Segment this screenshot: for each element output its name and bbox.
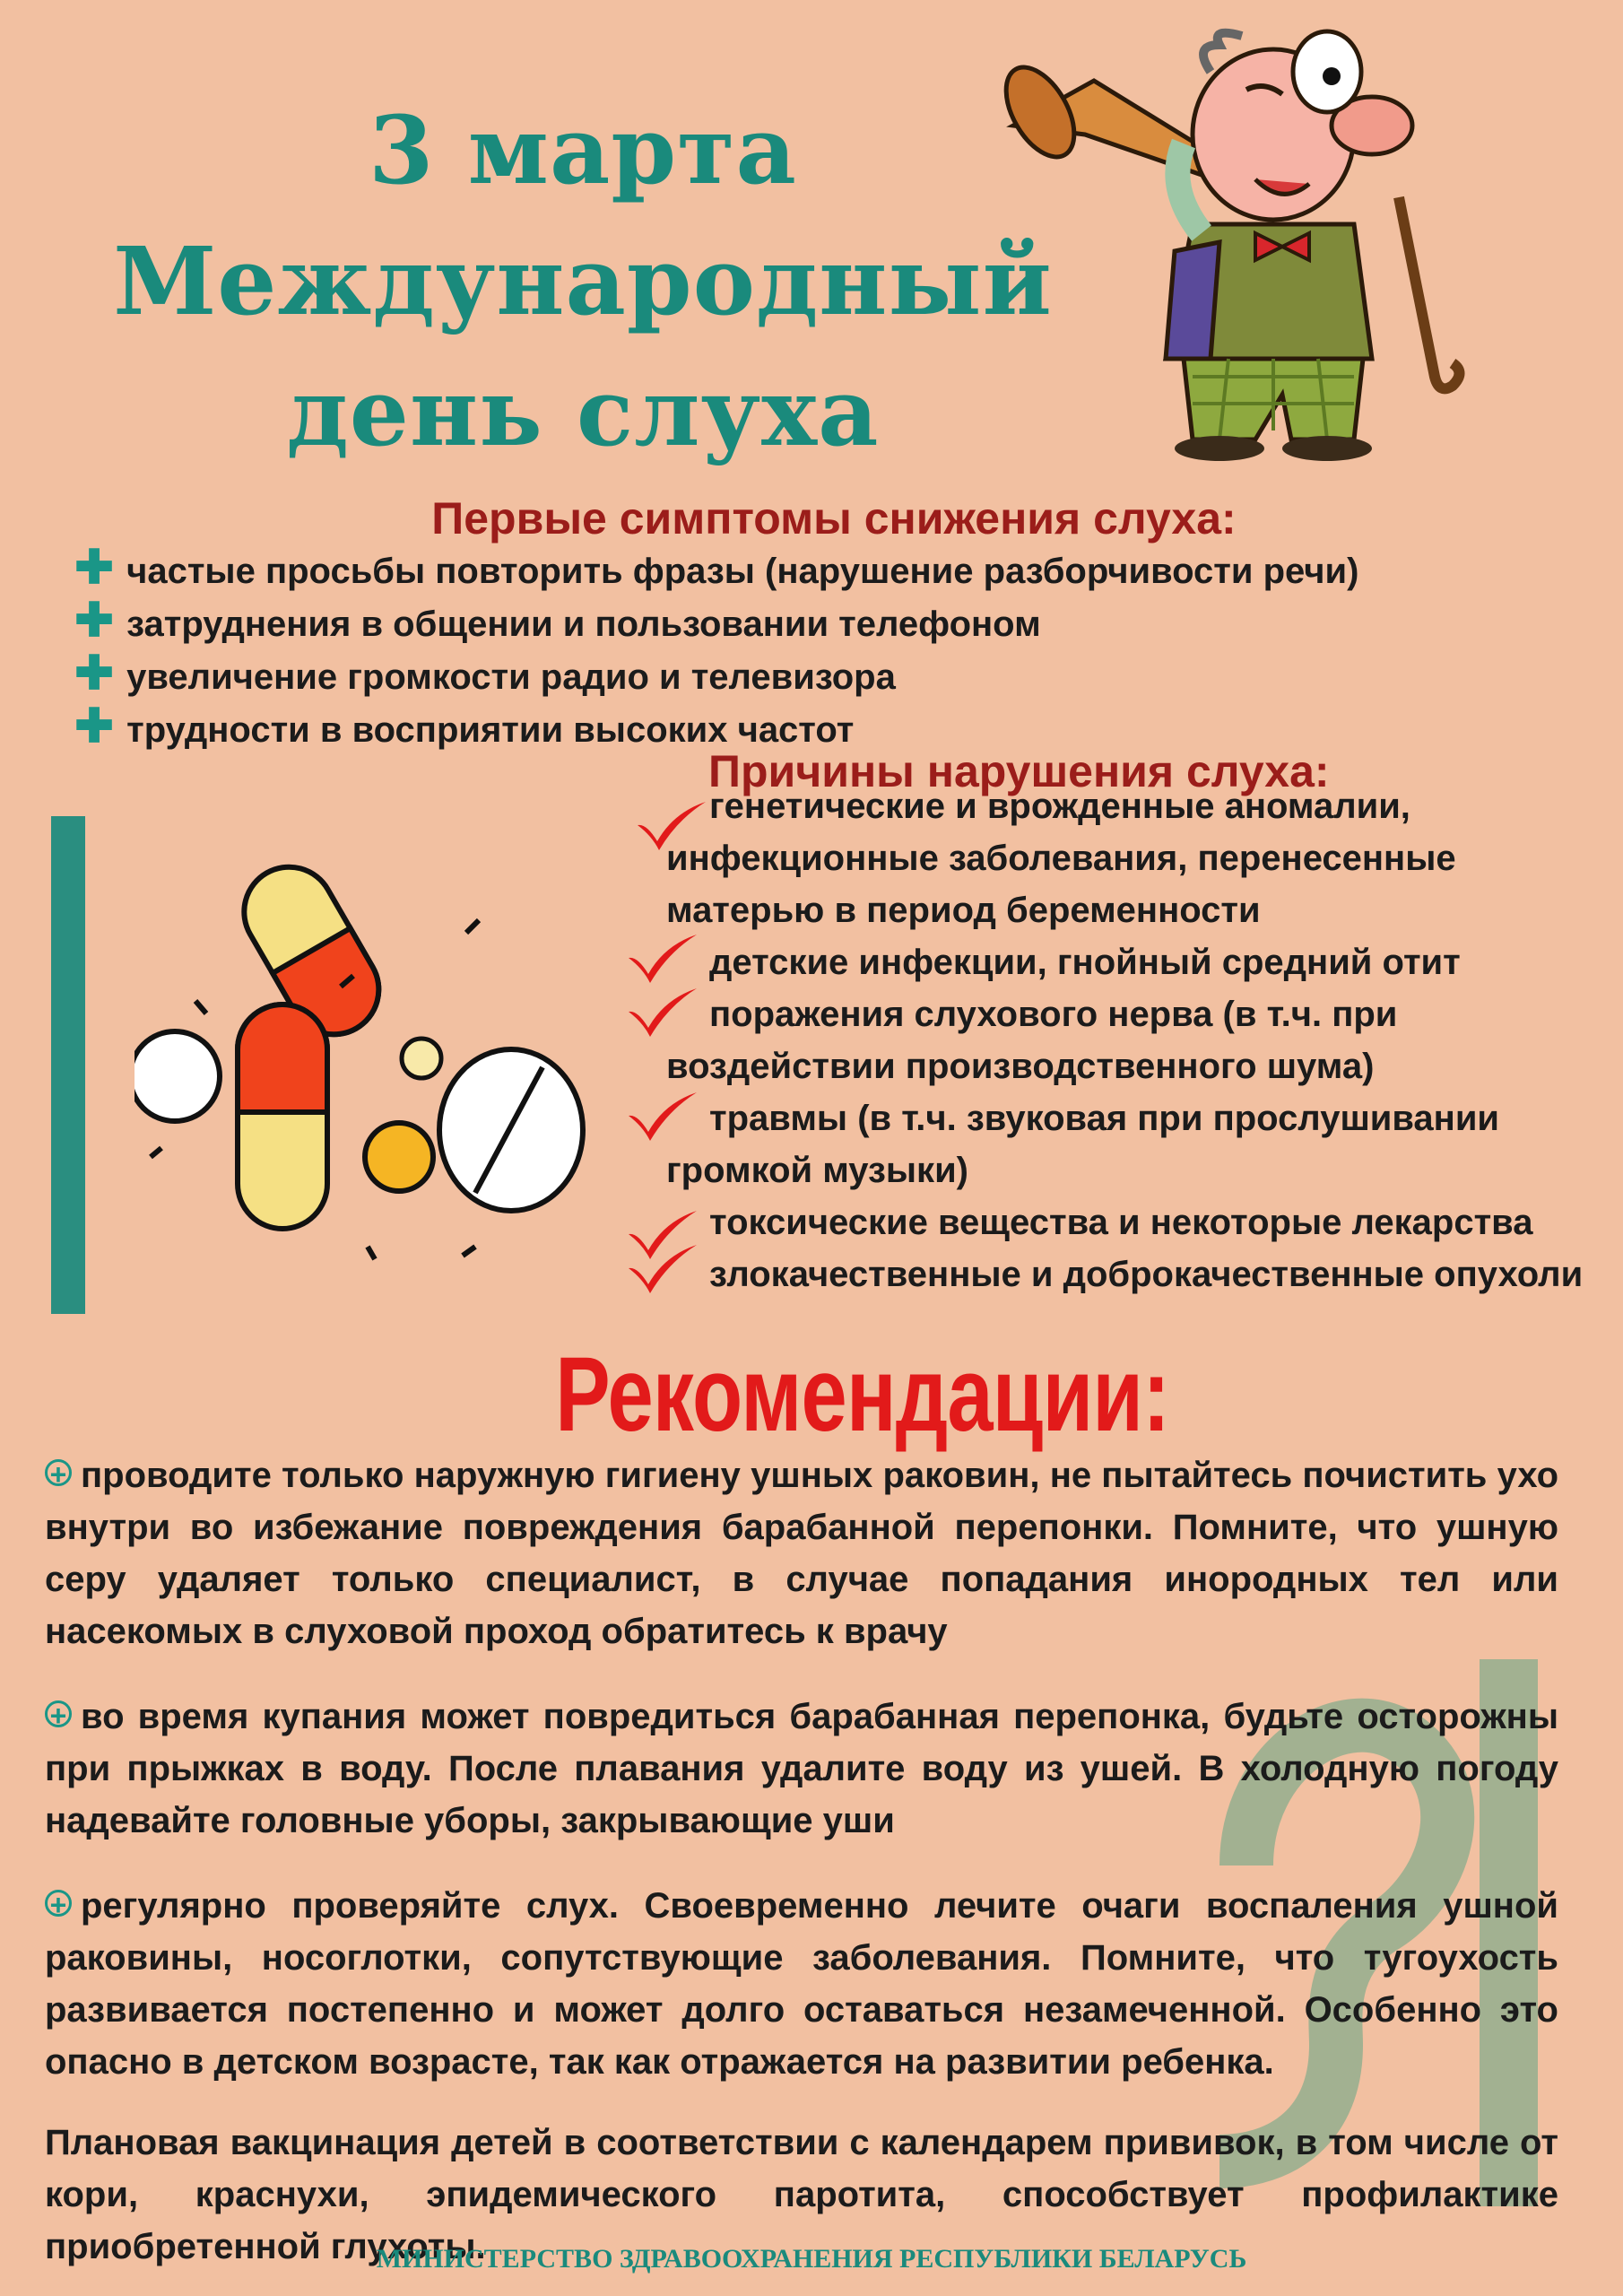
list-item: ✚ частые просьбы повторить фразы (нарушение разборчивости речи) (72, 544, 1560, 596)
circle-plus-icon: + (45, 1459, 72, 1486)
title-line-date: 3 марта (369, 95, 797, 205)
list-item: поражения слухового нерва (в т.ч. при воздействии производственного шума) (623, 988, 1592, 1092)
vaccination-note: Плановая вакцинация детей в соответствии с календарем прививок, в том числе от кори, краснухи, эпидемического паротита, способствует профилактике приобретенной глухоты. (45, 2123, 1558, 2266)
list-item: ✚ затруднения в общении и пользовании телефоном (72, 596, 1560, 649)
symptoms-heading: Первые симптомы снижения слуха: (431, 493, 1237, 544)
pills-illustration (135, 852, 619, 1274)
checkmark-icon (623, 1241, 700, 1295)
list-item: токсические вещества и некоторые лекарства (623, 1196, 1592, 1248)
checkmark-icon (623, 985, 700, 1039)
recommendation-item: + регулярно проверяйте слух. Своевременно лечите очаги воспаления ушной раковины, носоглотки, сопутствующие заболевания. Помните, что тугоухость развивается постепенно и может долго оставаться незамеченной. Особенно это опасно в детском возрасте, так как отражается на развитии ребенка. (45, 1886, 1558, 2082)
plus-icon: ✚ (74, 648, 114, 700)
page-title (54, 85, 1112, 478)
circle-plus-icon: + (45, 1700, 72, 1727)
plus-icon: ✚ (74, 595, 114, 647)
list-item: генетические и врожденные аномалии, инфекционные заболевания, перенесенные матерью в период беременности (623, 780, 1592, 936)
list-item: детские инфекции, гнойный средний отит (623, 936, 1592, 988)
checkmark-icon (632, 798, 709, 852)
recommendation-item: + во время купания может повредиться барабанная перепонка, будьте осторожны при прыжках в воду. После плавания удалите воду из ушей. В холодную погоду надевайте головные уборы, закрывающие уши (45, 1697, 1558, 1840)
plus-icon: ✚ (74, 542, 114, 594)
list-item: травмы (в т.ч. звуковая при прослушивании громкой музыки) (623, 1092, 1592, 1196)
title-line-event: Международный (113, 226, 1053, 336)
checkmark-icon (623, 931, 700, 985)
footer-ministry: МИНИСТЕРСТВО ЗДРАВООХРАНЕНИЯ РЕСПУБЛИКИ БЕЛАРУСЬ (376, 2244, 1247, 2274)
checkmark-icon (623, 1089, 700, 1143)
recommendations-heading: Рекомендации: (555, 1335, 1170, 1454)
list-item: ✚ увеличение громкости радио и телевизора (72, 649, 1560, 702)
causes-list (623, 780, 1592, 1300)
list-item: ✚ трудности в восприятии высоких частот (72, 702, 1560, 755)
decorative-bar (51, 816, 85, 1314)
symptoms-list (72, 544, 1560, 755)
causes-heading: Причины нарушения слуха: (708, 746, 1330, 796)
plus-icon: ✚ (74, 700, 114, 752)
old-man-ear-trumpet-illustration (986, 18, 1488, 466)
list-item: злокачественные и доброкачественные опухоли (623, 1248, 1592, 1300)
circle-plus-icon: + (45, 1890, 72, 1917)
title-line-topic: день слуха (286, 357, 880, 467)
recommendation-item: + проводите только наружную гигиену ушных раковин, не пытайтесь почистить ухо внутри во избежание повреждения барабанной перепонки. Помните, что ушную серу удаляет только специалист, в случае попадания инородных тел или насекомых в слуховой проход обратитесь к врачу (45, 1456, 1558, 1651)
